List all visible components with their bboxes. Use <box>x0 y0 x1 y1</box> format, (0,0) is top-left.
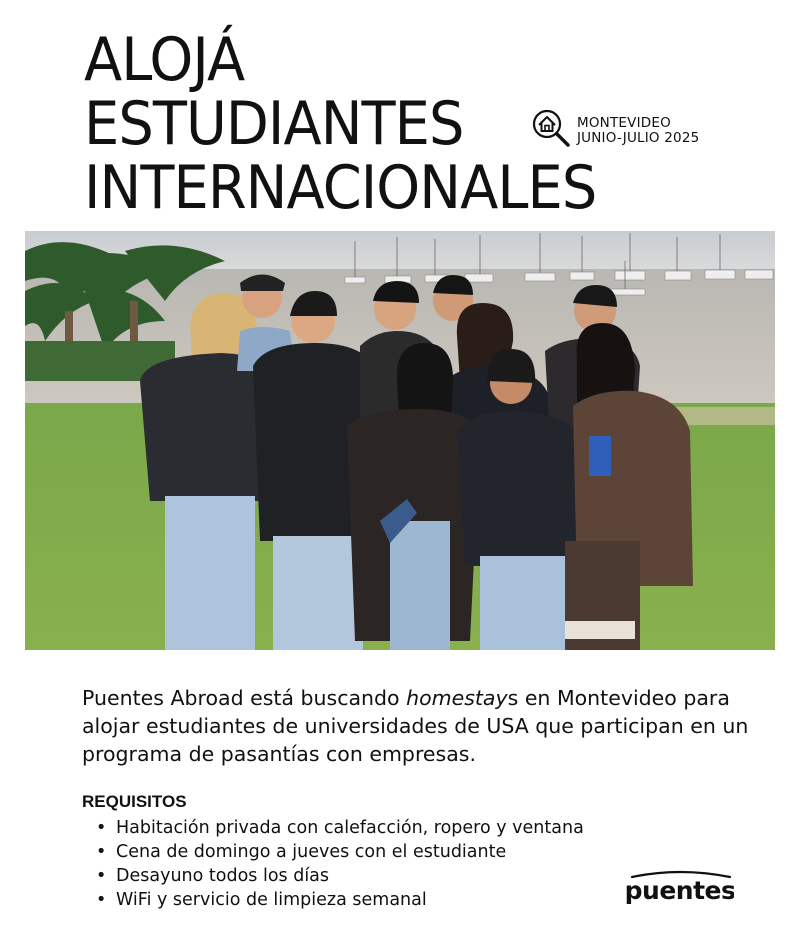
intro-part-1: Puentes Abroad está buscando <box>82 686 407 710</box>
requirement-item: • Habitación privada con calefacción, ropero y ventana <box>94 816 584 840</box>
meta-city: MONTEVIDEO <box>577 114 671 131</box>
headline-line-1: ALOJÁ <box>84 25 245 95</box>
group-photo <box>25 231 775 650</box>
headline <box>84 25 597 223</box>
requirement-item: • Desayuno todos los días <box>94 864 584 888</box>
location-dates <box>531 108 699 153</box>
puentes-logo-mark <box>626 869 734 909</box>
logo-text: puentes <box>626 876 734 905</box>
house-search-icon <box>531 108 571 153</box>
requirements-title: REQUISITOS <box>82 792 187 811</box>
intro-paragraph <box>82 684 762 768</box>
requirement-item: • Cena de domingo a jueves con el estudiante <box>94 840 584 864</box>
requirement-item: • WiFi y servicio de limpieza semanal <box>94 888 584 912</box>
intro-part-2: s en Montevideo para alojar estudiantes de universidades de USA que participan en un programa de pasantías con empresas. <box>82 686 749 766</box>
meta-dates: JUNIO-JULIO 2025 <box>577 129 700 146</box>
puentes-logo <box>626 869 734 914</box>
headline-line-3: INTERNACIONALES <box>84 153 597 223</box>
requirements-list <box>94 816 584 912</box>
intro-emphasis: homestay <box>406 686 508 710</box>
headline-line-2: ESTUDIANTES <box>84 89 464 159</box>
